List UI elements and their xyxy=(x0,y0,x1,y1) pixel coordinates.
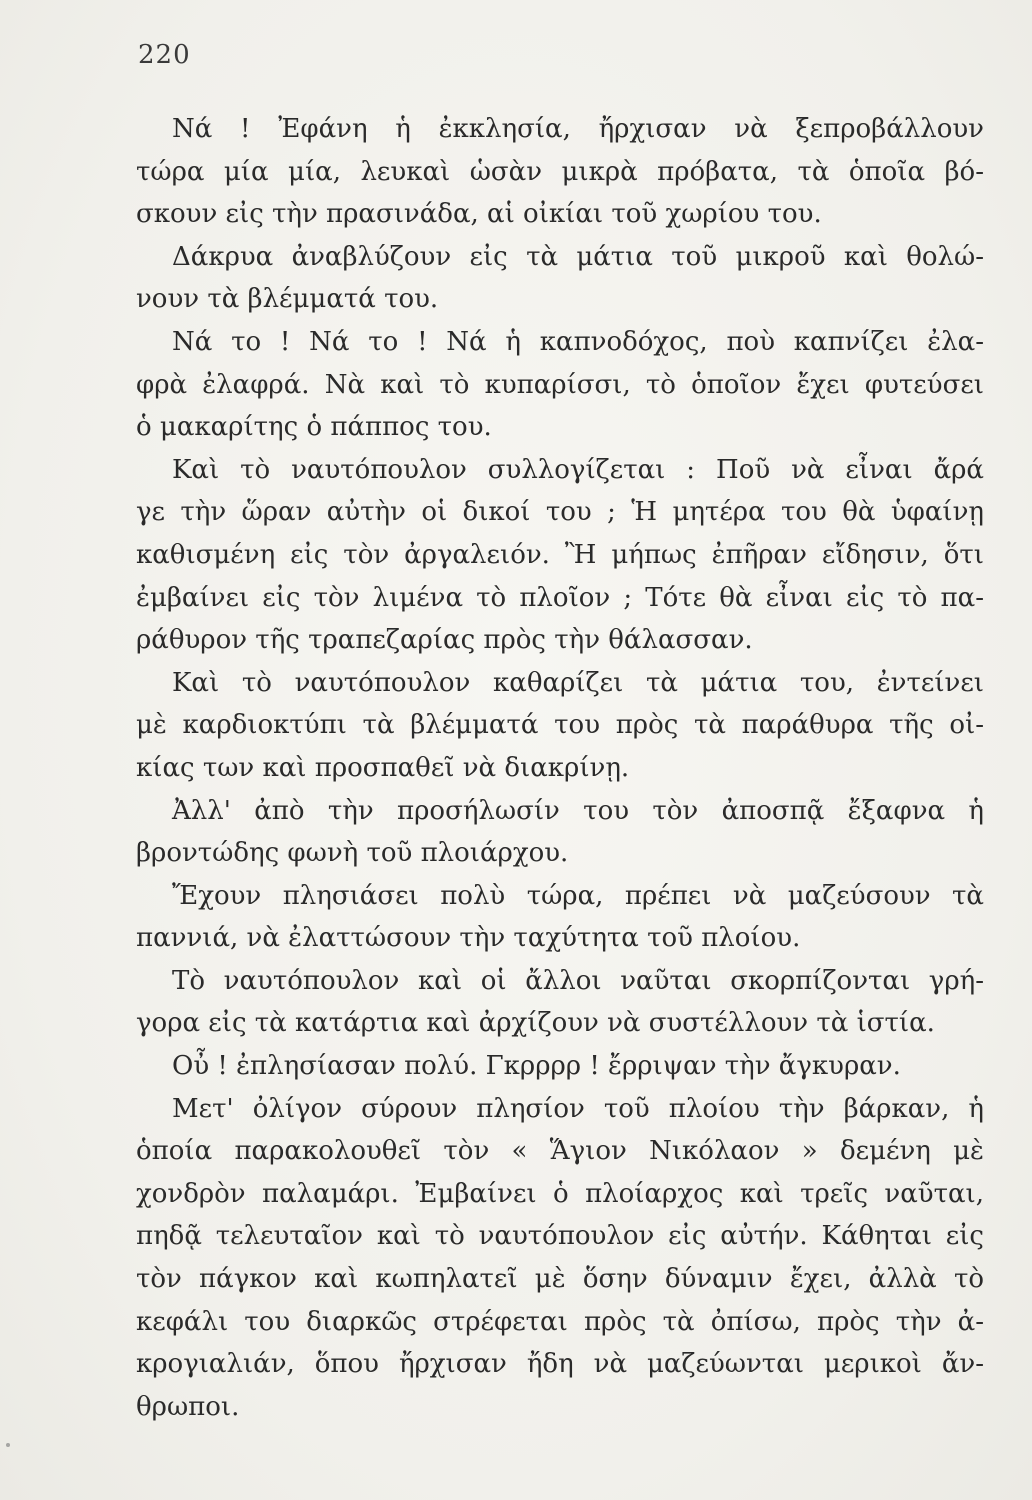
text-line: Νά ! Ἐφάνη ἡ ἐκκλησία, ἤρχισαν νὰ ξεπροβάλλουν xyxy=(172,114,984,144)
text-line: Ἀλλ' ἀπὸ τὴν προσήλωσίν του τὸν ἀποσπᾷ ἔξαφνα ἡ xyxy=(172,795,984,826)
text-line: Τὸ ναυτόπουλον καὶ οἱ ἄλλοι ναῦται σκορπίζονται γρή- xyxy=(172,965,984,996)
page-number: 220 xyxy=(138,40,191,70)
text-line: κίας των καὶ προσπαθεῖ νὰ διακρίνῃ. xyxy=(136,752,630,783)
text-line: τὸν πάγκον καὶ κωπηλατεῖ μὲ ὅσην δύναμιν ἔχει, ἀλλὰ τὸ xyxy=(136,1264,984,1295)
text-line: σκουν εἰς τὴν πρασινάδα, αἱ οἰκίαι τοῦ χωρίου του. xyxy=(136,199,822,230)
text-line: μὲ καρδιοκτύπι τὰ βλέμματά του πρὸς τὰ παράθυρα τῆς οἰ- xyxy=(136,710,984,741)
text-line: Καὶ τὸ ναυτόπουλον συλλογίζεται : Ποῦ νὰ εἶναι ἄρά xyxy=(172,454,984,485)
text-line: Μετ' ὀλίγον σύρουν πλησίον τοῦ πλοίου τὴν βάρκαν, ἡ xyxy=(172,1093,984,1124)
text-line: ράθυρον τῆς τραπεζαρίας πρὸς τὴν θάλασσαν. xyxy=(136,625,753,656)
text-line: ἐμβαίνει εἰς τὸν λιμένα τὸ πλοῖον ; Τότε θὰ εἶναι εἰς τὸ πα- xyxy=(136,582,984,613)
text-line: καθισμένη εἰς τὸν ἀργαλειόν. Ἢ μήπως ἐπῆραν εἴδησιν, ὅτι xyxy=(136,539,984,570)
text-line: κεφάλι του διαρκῶς στρέφεται πρὸς τὰ ὀπίσω, πρὸς τὴν ἀ- xyxy=(136,1306,984,1337)
text-line: βροντώδης φωνὴ τοῦ πλοιάρχου. xyxy=(136,838,569,869)
text-line: πηδᾷ τελευταῖον καὶ τὸ ναυτόπουλον εἰς αὐτήν. Κάθηται εἰς xyxy=(136,1221,984,1252)
text-line: ὁποία παρακολουθεῖ τὸν « Ἅγιον Νικόλαον » δεμένη μὲ xyxy=(136,1136,984,1167)
text-line: Νά το ! Νά το ! Νά ἡ καπνοδόχος, ποὺ καπνίζει ἐλα- xyxy=(172,326,984,357)
text-line: Καὶ τὸ ναυτόπουλον καθαρίζει τὰ μάτια του, ἐντείνει xyxy=(172,667,984,698)
text-line: χονδρὸν παλαμάρι. Ἐμβαίνει ὁ πλοίαρχος καὶ τρεῖς ναῦται, xyxy=(136,1178,984,1209)
paper-speck xyxy=(6,1443,10,1447)
text-line: Ἔχουν πλησιάσει πολὺ τώρα, πρέπει νὰ μαζεύσουν τὰ xyxy=(172,880,984,911)
body-text xyxy=(136,108,984,1428)
text-line: γορα εἰς τὰ κατάρτια καὶ ἀρχίζουν νὰ συστέλλουν τὰ ἱστία. xyxy=(136,1008,935,1039)
text-line: παννιά, νὰ ἐλαττώσουν τὴν ταχύτητα τοῦ πλοίου. xyxy=(136,923,801,954)
text-line: γε τὴν ὥραν αὐτὴν οἱ δικοί του ; Ἡ μητέρα του θὰ ὑφαίνῃ xyxy=(136,497,984,528)
text-line: κρογιαλιάν, ὅπου ἤρχισαν ἤδη νὰ μαζεύωνται μερικοὶ ἄν- xyxy=(136,1349,984,1380)
text-line: φρὰ ἐλαφρά. Νὰ καὶ τὸ κυπαρίσσι, τὸ ὁποῖον ἔχει φυτεύσει xyxy=(136,369,984,400)
text-line: Δάκρυα ἀναβλύζουν εἰς τὰ μάτια τοῦ μικροῦ καὶ θολώ- xyxy=(172,241,984,272)
text-line: νουν τὰ βλέμματά του. xyxy=(136,284,439,315)
text-line: τώρα μία μία, λευκαὶ ὡσὰν μικρὰ πρόβατα, τὰ ὁποῖα βό- xyxy=(136,156,984,187)
text-line: ὁ μακαρίτης ὁ πάππος του. xyxy=(136,412,492,443)
text-line: θρωποι. xyxy=(136,1391,240,1422)
text-line: Οὖ ! ἐπλησίασαν πολύ. Γκρρρρ ! ἔρριψαν τὴν ἄγκυραν. xyxy=(172,1051,901,1082)
